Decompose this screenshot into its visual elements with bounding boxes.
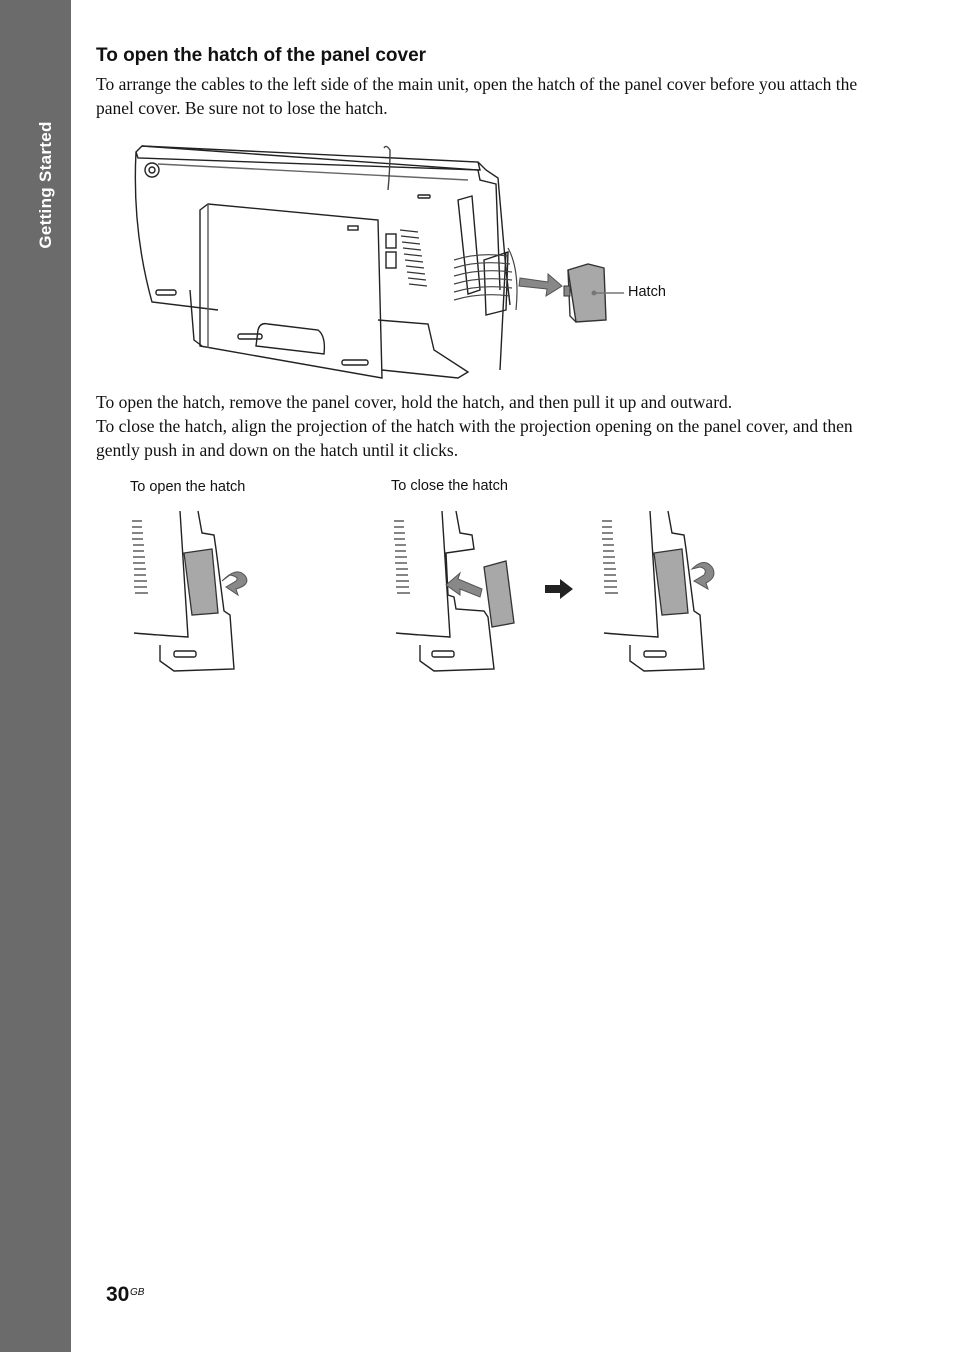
section-heading: To open the hatch of the panel cover (96, 45, 427, 66)
page-region-suffix: GB (130, 1287, 145, 1298)
main-unit-illustration (128, 140, 688, 385)
next-step-arrow (544, 578, 574, 600)
open-instruction: To open the hatch, remove the panel cover, hold the hatch, and then pull it up and outward. (96, 392, 733, 412)
open-step-label: To open the hatch (130, 479, 246, 495)
close-step-illustration-2 (596, 505, 726, 677)
hatch-callout-label: Hatch (628, 284, 666, 300)
close-step-illustration-1 (388, 505, 528, 677)
open-step-illustration (126, 505, 256, 677)
close-instruction: To close the hatch, align the projection of the hatch with the projection opening on the panel cover, and then gently push in and down on the hatch until it clicks. (96, 416, 853, 460)
side-tab (0, 0, 71, 1352)
section-label: Getting Started (36, 121, 55, 249)
intro-paragraph: To arrange the cables to the left side of the main unit, open the hatch of the panel cover before you attach the panel cover. Be sure not to lose the hatch. (96, 74, 858, 118)
page-number: 30 (106, 1283, 130, 1306)
close-step-label: To close the hatch (391, 478, 508, 494)
